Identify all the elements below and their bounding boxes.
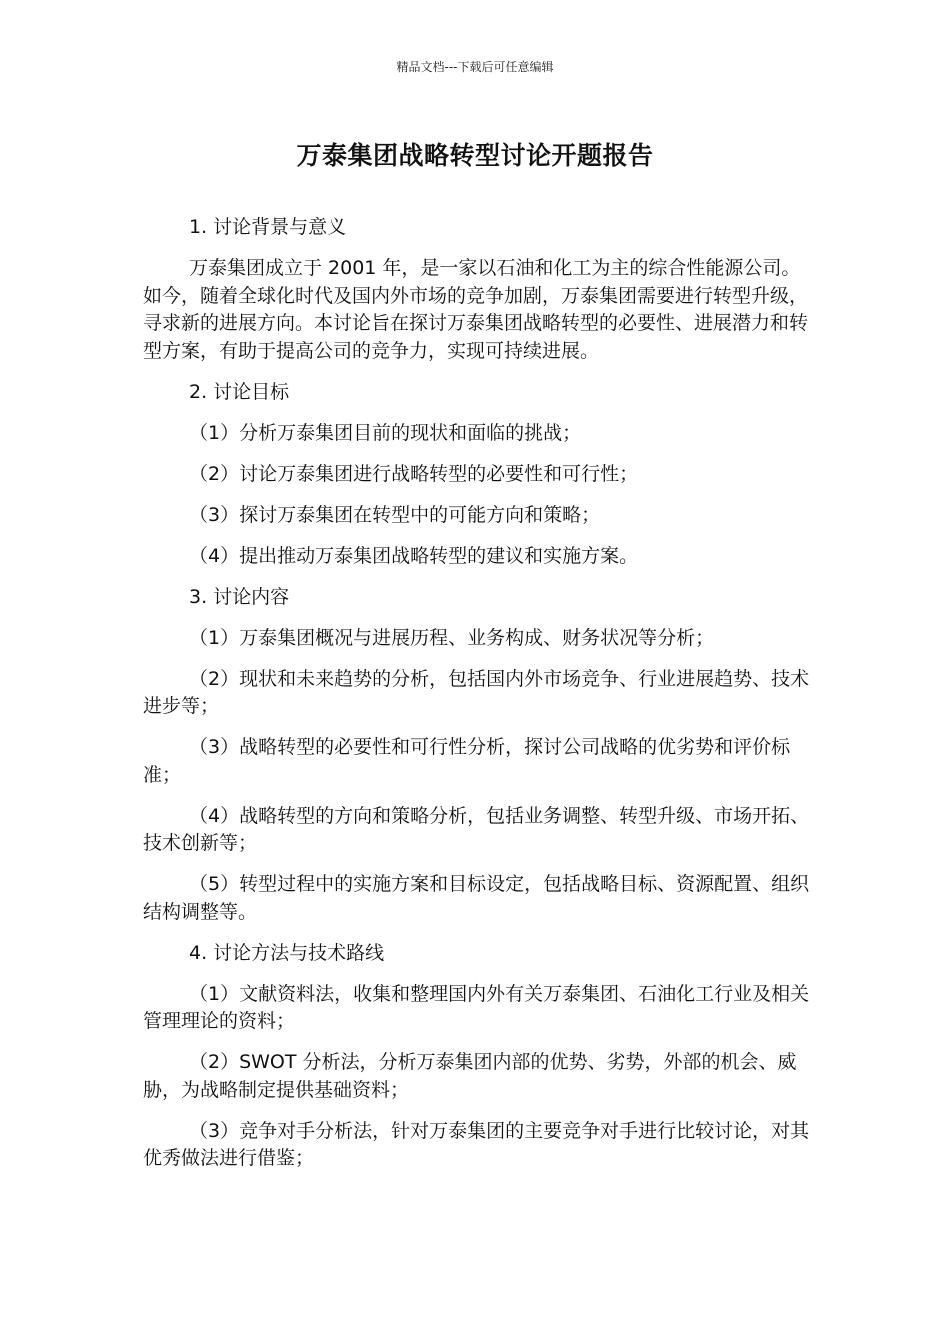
section-heading: 1. 讨论背景与意义 <box>189 216 347 238</box>
section-heading: 3. 讨论内容 <box>189 585 290 608</box>
document-title: 万泰集团战略转型讨论开题报告 <box>296 141 654 170</box>
list-item: （3）竞争对手分析法，针对万泰集团的主要竞争对手进行比较讨论，对其优秀做法进行借鉴； <box>143 1119 810 1169</box>
list-item: （5）转型过程中的实施方案和目标设定，包括战略目标、资源配置、组织结构调整等。 <box>143 873 810 923</box>
list-item: （2）现状和未来趋势的分析，包括国内外市场竞争、行业进展趋势、技术进步等； <box>143 667 810 717</box>
section-objectives <box>143 379 817 571</box>
list-item: （3）探讨万泰集团在转型中的可能方向和策略； <box>189 503 601 526</box>
page-header: 精品文档---下载后可任意编辑 <box>396 60 554 74</box>
list-item: （4）提出推动万泰集团战略转型的建议和实施方案。 <box>189 544 639 567</box>
section-heading: 2. 讨论目标 <box>189 380 290 403</box>
document-body <box>143 214 817 1186</box>
section-content <box>143 584 817 927</box>
section-background <box>143 214 817 365</box>
list-item: （2）讨论万泰集团进行战略转型的必要性和可行性； <box>189 462 639 485</box>
list-item: （4）战略转型的方向和策略分析，包括业务调整、转型升级、市场开拓、技术创新等； <box>143 804 810 854</box>
section-methods <box>143 940 817 1173</box>
list-item: （1）分析万泰集团目前的现状和面临的挑战； <box>189 421 582 444</box>
list-item: （1）万泰集团概况与进展历程、业务构成、财务状况等分析； <box>189 626 715 649</box>
section-paragraph: 万泰集团成立于 2001 年，是一家以石油和化工为主的综合性能源公司。如今，随着全球化时代及国内外市场的竞争加剧，万泰集团需要进行转型升级，寻求新的进展方向。本讨论旨在探讨万泰集团战略转型的必要性、进展潜力和转型方案，有助于提高公司的竞争力，实现可持续进展。 <box>143 257 809 362</box>
list-item: （3）战略转型的必要性和可行性分析，探讨公司战略的优劣势和评价标准； <box>143 736 791 786</box>
list-item: （2）SWOT 分析法，分析万泰集团内部的优势、劣势，外部的机会、威胁，为战略制定提供基础资料； <box>143 1051 797 1101</box>
section-heading: 4. 讨论方法与技术路线 <box>189 941 385 964</box>
list-item: （1）文献资料法，收集和整理国内外有关万泰集团、石油化工行业及相关管理理论的资料； <box>143 982 810 1032</box>
